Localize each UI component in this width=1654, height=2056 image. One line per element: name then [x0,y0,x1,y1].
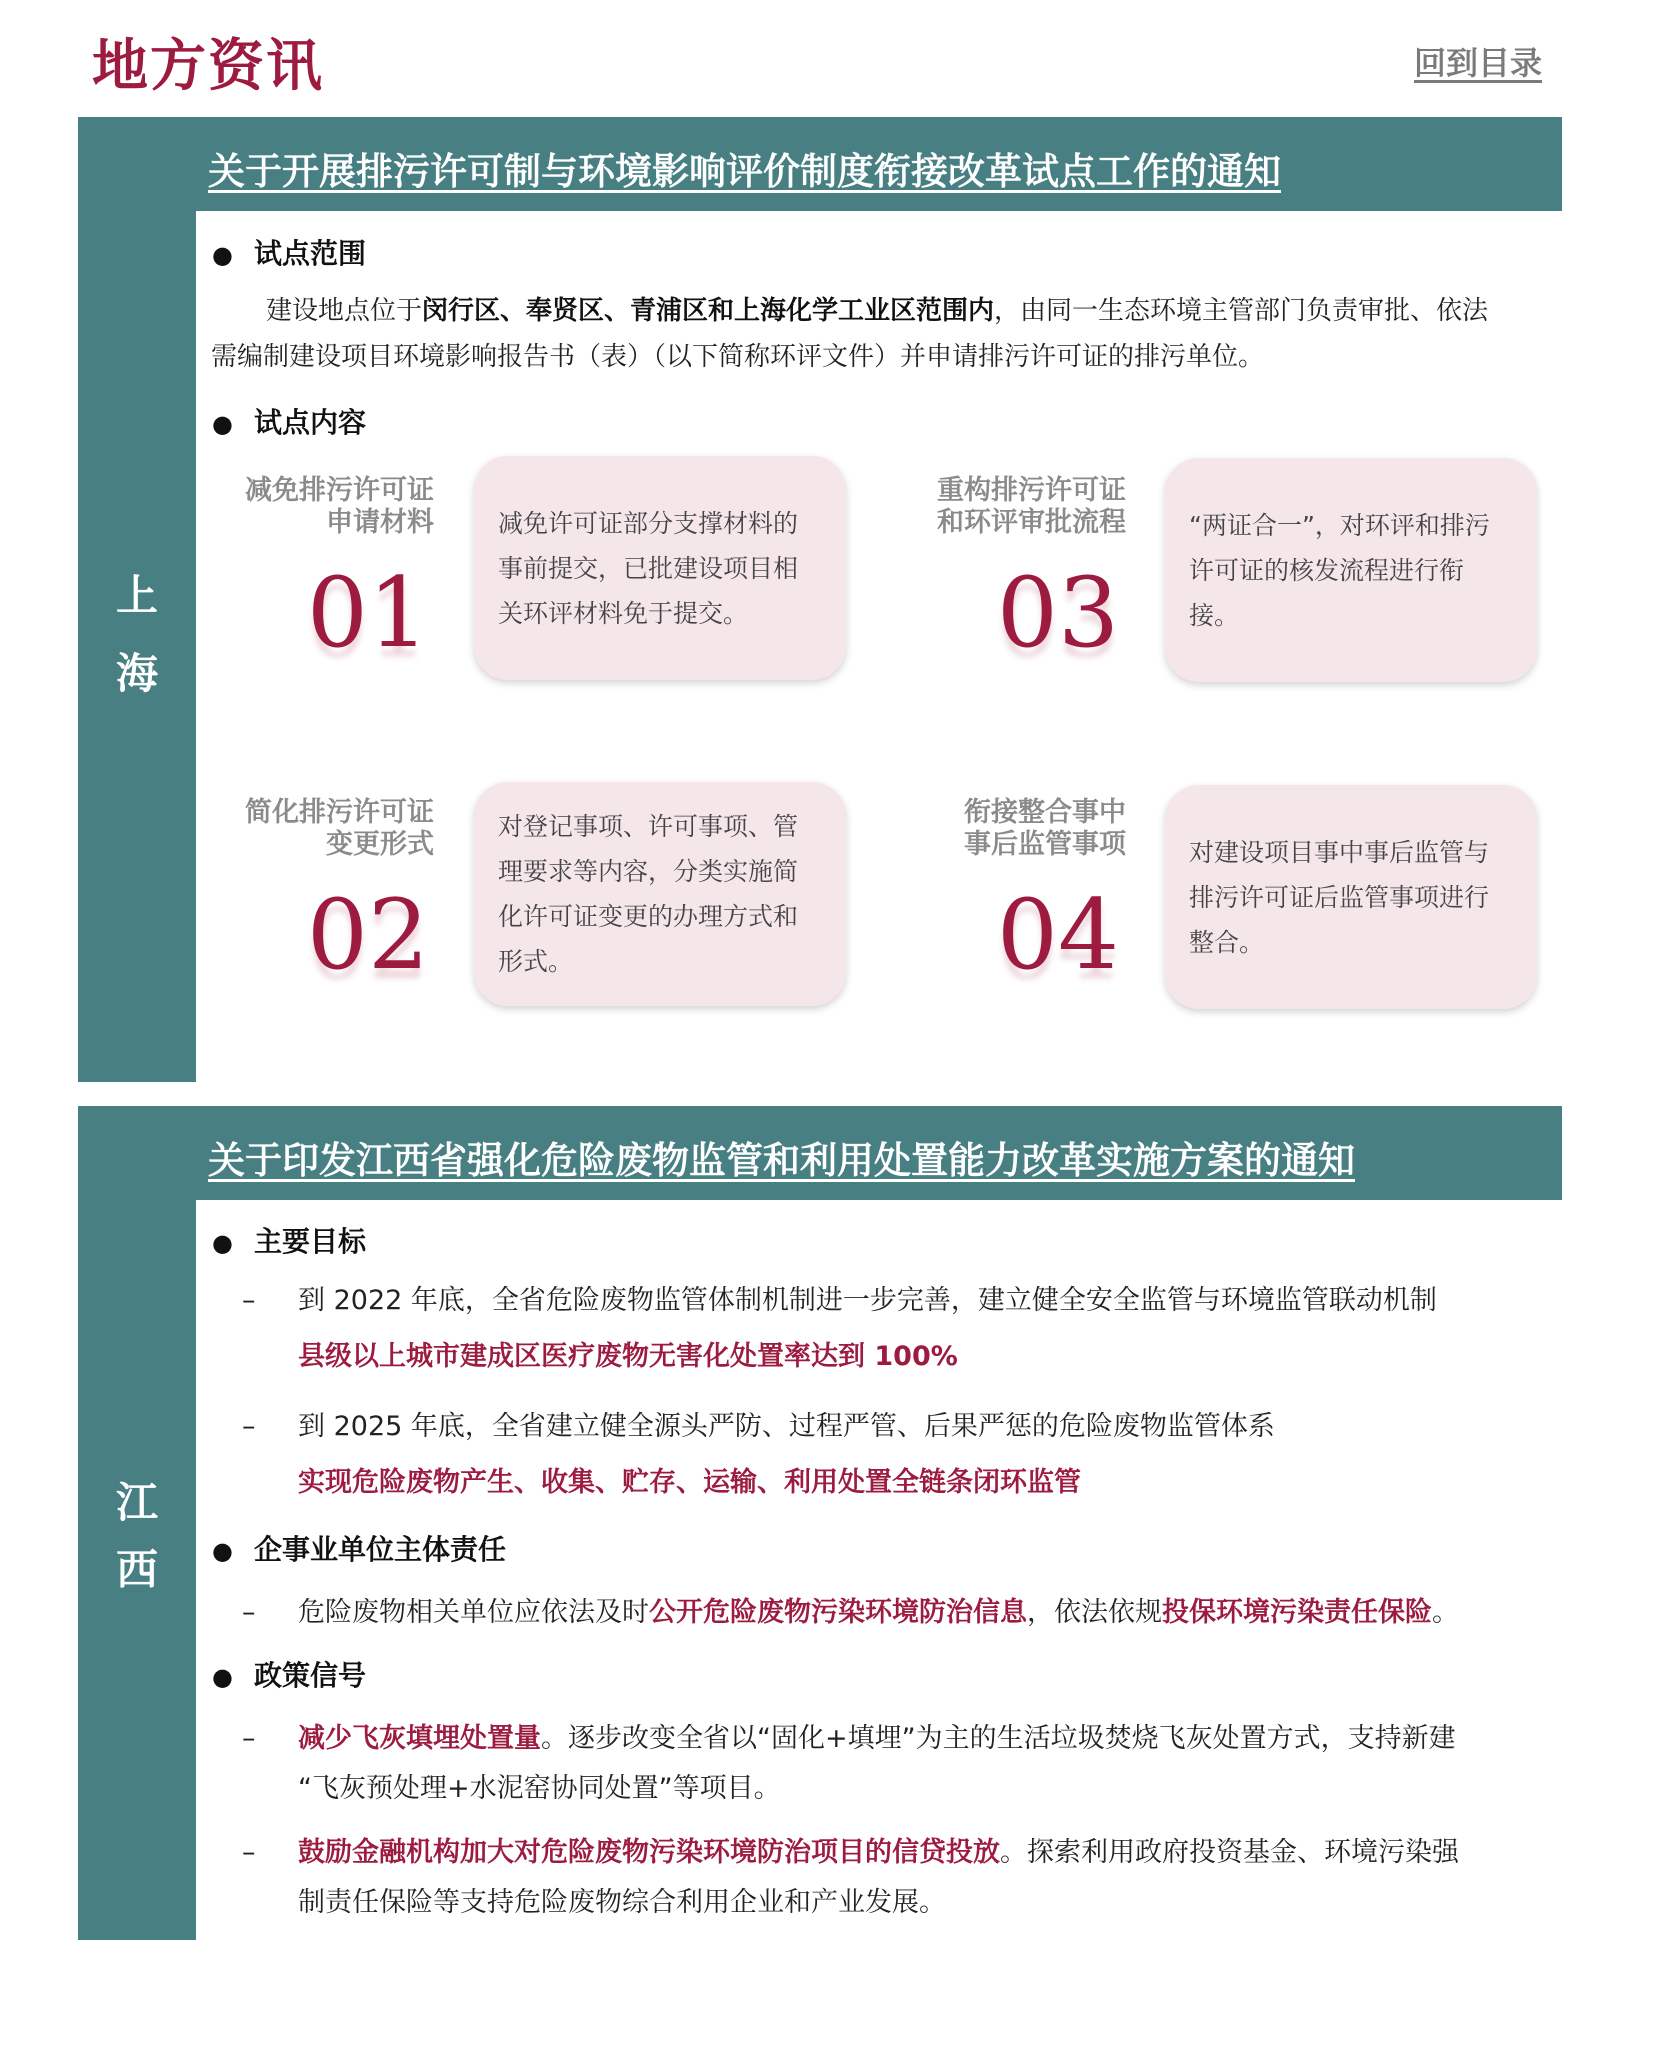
bullet-icon: ● [212,1663,233,1691]
card-text: 减免许可证部分支撑材料的事前提交，已批建设项目相关环评材料免于提交。 [498,508,799,628]
region-label-char: 江 [115,1478,158,1527]
jiangxi-section [78,1106,1562,1940]
goal-text: 到 2025 年底，全省建立健全源头严防、过程严管、后果严惩的危险废物监管体系 [298,1411,1275,1442]
responsibility-text [298,1588,1572,1638]
goal-highlight: 县级以上城市建成区医疗废物无害化处置率达到 100% [298,1341,958,1372]
highlight-text: 减少飞灰填埋处置量 [298,1723,541,1754]
card-description [1165,458,1537,682]
card-description [1165,785,1537,1009]
scope-paragraph [211,288,1551,380]
card-number: 04 [996,879,1120,991]
section-heading [212,1654,366,1694]
text: ，由同一生态环境主管部门负责审批、依法 [994,296,1489,326]
article-title-link[interactable]: 关于开展排污许可制与环境影响评价制度衔接改革试点工作的通知 [208,150,1281,193]
back-to-contents-link[interactable]: 回到目录 [1414,44,1543,82]
highlight-text: 鼓励金融机构加大对危险废物污染环境防治项目的信贷投放 [298,1837,1000,1868]
heading-text: 政策信号 [254,1659,367,1692]
card-label-line: 减免排污许可证 [245,475,434,506]
dash-icon: – [242,1837,256,1868]
card-label-line: 变更形式 [326,829,434,860]
section-heading [212,232,366,272]
text: ，依法依规 [1027,1597,1162,1628]
card-text: 对登记事项、许可事项、管理要求等内容，分类实施简化许可证变更的办理方式和形式。 [498,812,799,976]
card-number: 03 [996,557,1120,669]
text: 。 [1432,1597,1459,1628]
section-heading [212,1220,366,1260]
heading-text: 企事业单位主体责任 [254,1533,507,1566]
heading-text: 主要目标 [254,1225,367,1258]
highlight-text: 投保环境污染责任保险 [1162,1597,1432,1628]
card-number: 02 [306,879,430,991]
bullet-icon: ● [212,410,233,438]
card-label [194,797,434,861]
bullet-icon: ● [212,1229,233,1257]
policy-text [298,1828,1572,1928]
text: 需编制建设项目环境影响报告书（表）（以下简称环评文件）并申请排污许可证的排污单位。 [211,342,1265,372]
card-label-line: 事后监管事项 [964,829,1126,860]
policy-text [298,1714,1572,1814]
card-number: 01 [306,557,430,669]
card-label-line: 衔接整合事中 [964,797,1126,828]
text: 。逐步改变全省以“固化+填埋”为主的生活垃圾焚烧飞灰处置方式，支持新建 [541,1723,1456,1754]
text: “飞灰预处理+水泥窑协同处置”等项目。 [298,1773,781,1804]
card-label [886,475,1126,539]
shanghai-section [78,117,1562,1082]
section-heading [212,401,366,441]
bullet-icon: ● [212,1537,233,1565]
card-label-line: 简化排污许可证 [245,797,434,828]
card-text: “两证合一”，对环评和排污许可证的核发流程进行衔接。 [1189,510,1490,630]
bullet-icon: ● [212,241,233,269]
region-label-char: 海 [115,649,158,698]
region-label-char: 上 [115,571,158,620]
text: 建设地点位于 [266,296,423,326]
card-label-line: 和环评审批流程 [937,507,1126,538]
dash-icon: – [242,1285,256,1316]
text: 制责任保险等支持危险废物综合利用企业和产业发展。 [298,1887,946,1918]
policy-item [242,1714,1572,1814]
card-description [474,782,846,1006]
region-label-char: 西 [115,1545,158,1594]
policy-item [242,1828,1572,1928]
highlight-text: 公开危险废物污染环境防治信息 [649,1597,1027,1628]
heading-text: 试点范围 [254,237,367,270]
dash-icon: – [242,1723,256,1754]
article-title-link[interactable]: 关于印发江西省强化危险废物监管和利用处置能力改革实施方案的通知 [208,1139,1355,1182]
card-label-line: 申请材料 [326,507,434,538]
card-label [194,475,434,539]
heading-text: 试点内容 [254,406,367,439]
card-text: 对建设项目事中事后监管与排污许可证后监管事项进行整合。 [1189,837,1490,957]
dash-icon: – [242,1597,256,1628]
page-title: 地方资讯 [92,34,324,99]
card-description [474,456,846,680]
card-label-line: 重构排污许可证 [937,475,1126,506]
goal-highlight: 实现危险废物产生、收集、贮存、运输、利用处置全链条闭环监管 [298,1467,1081,1498]
text: 危险废物相关单位应依法及时 [298,1597,649,1628]
goal-text: 到 2022 年底，全省危险废物监管体制机制进一步完善，建立健全安全监管与环境监管联动机制 [298,1285,1437,1316]
text: 。探索利用政府投资基金、环境污染强 [1000,1837,1459,1868]
dash-icon: – [242,1411,256,1442]
bold-text: 闵行区、奉贤区、青浦区和上海化学工业区范围内 [422,296,995,326]
card-label [886,797,1126,861]
section-heading [212,1528,506,1568]
